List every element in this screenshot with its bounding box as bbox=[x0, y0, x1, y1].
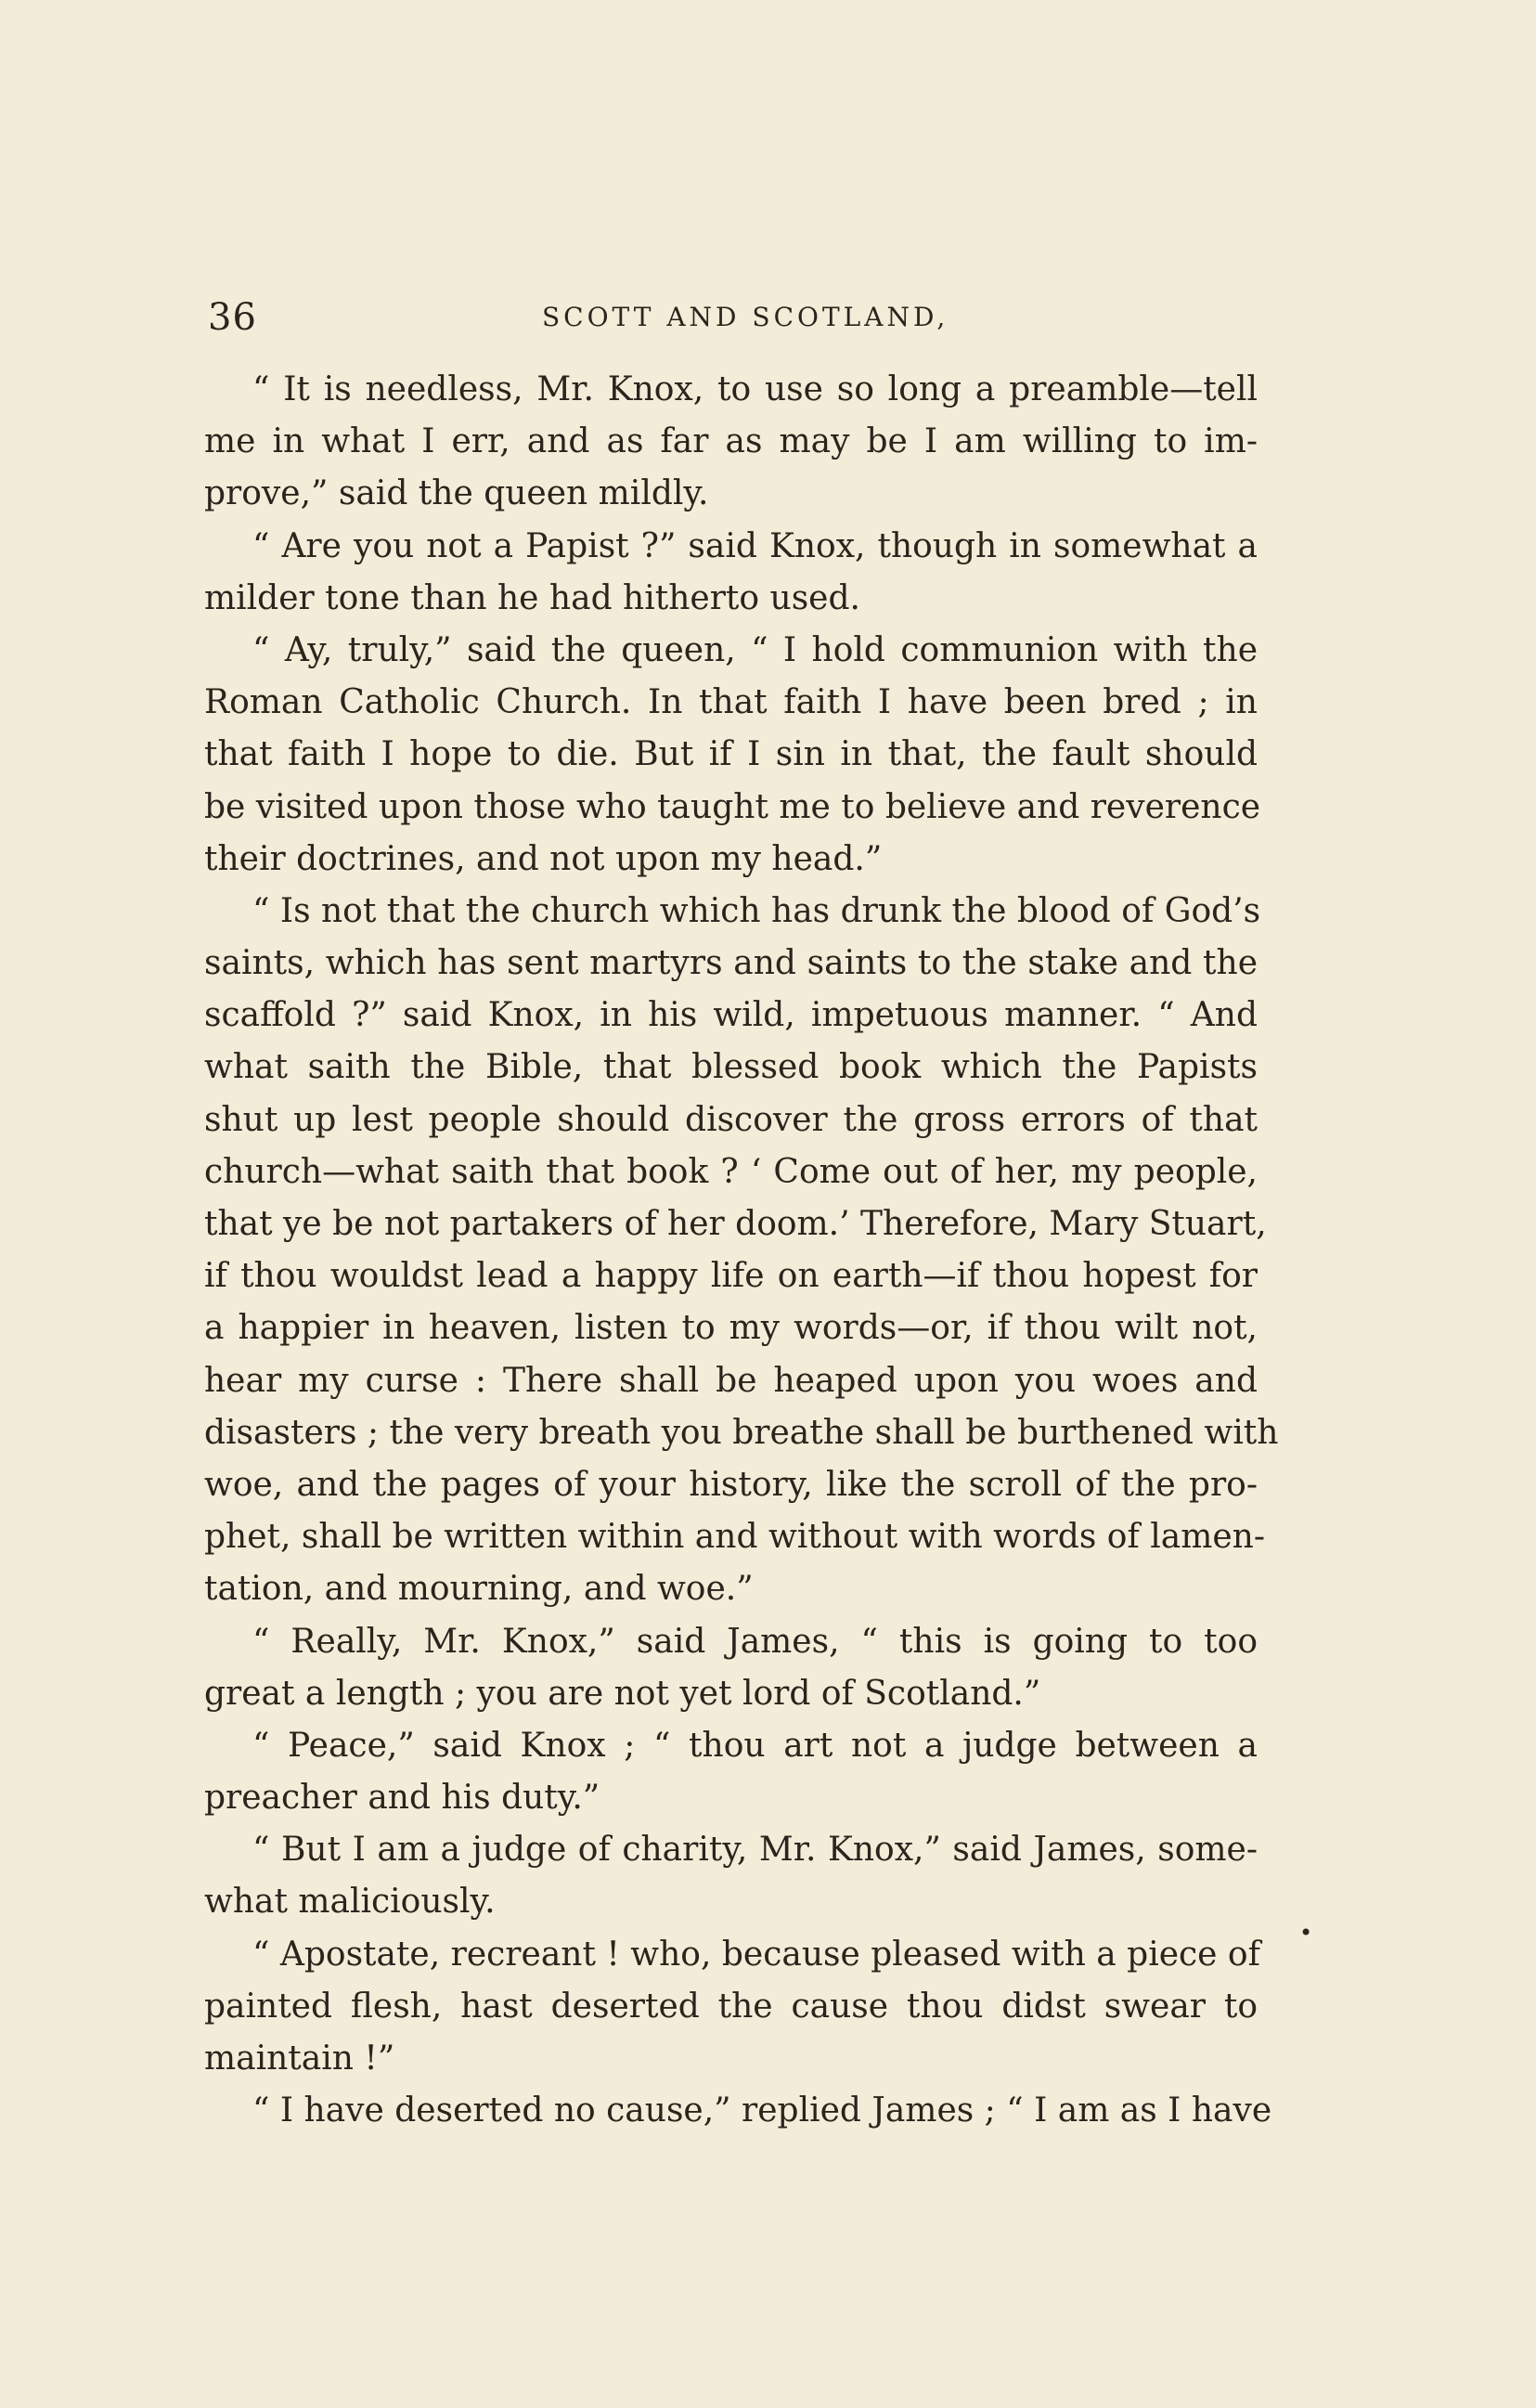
text-line: tation, and mourning, and woe.” bbox=[204, 1570, 754, 1609]
page-number: 36 bbox=[208, 296, 257, 339]
running-title: SCOTT AND SCOTLAND, bbox=[542, 302, 949, 332]
text-line: “ Apostate, recreant ! who, because pleased with a piece of bbox=[252, 1935, 1260, 1974]
text-line: great a length ; you are not yet lord of Scotland.” bbox=[204, 1674, 1041, 1713]
text-line: maintain !” bbox=[204, 2039, 395, 2078]
text-line: prove,” said the queen mildly. bbox=[204, 474, 709, 513]
text-line: what saith the Bible, that blessed book which the Papists bbox=[204, 1048, 1258, 1087]
text-line: disasters ; the very breath you breathe shall be burthened with bbox=[204, 1413, 1279, 1452]
text-line: “ Is not that the church which has drunk the blood of God’s bbox=[252, 891, 1261, 930]
text-line: a happier in heaven, listen to my words—or, if thou wilt not, bbox=[204, 1309, 1258, 1348]
text-line: Roman Catholic Church. In that faith I have been bred ; in bbox=[204, 683, 1258, 722]
text-line: woe, and the pages of your history, like the scroll of the pro- bbox=[204, 1465, 1258, 1504]
text-line: what maliciously. bbox=[204, 1883, 496, 1922]
text-line: phet, shall be written within and without with words of lamen- bbox=[204, 1518, 1265, 1557]
text-line: “ Peace,” said Knox ; “ thou art not a judge between a bbox=[252, 1726, 1258, 1765]
text-line: “ Are you not a Papist ?” said Knox, though in somewhat a bbox=[252, 526, 1258, 565]
text-line: “ Really, Mr. Knox,” said James, “ this is going to too bbox=[252, 1622, 1258, 1661]
text-line: “ I have deserted no cause,” replied James ; “ I am as I have bbox=[252, 2091, 1272, 2130]
text-line: be visited upon those who taught me to believe and reverence bbox=[204, 787, 1261, 826]
text-line: saints, which has sent martyrs and saints to the stake and the bbox=[204, 944, 1258, 983]
text-line: “ Ay, truly,” said the queen, “ I hold communion with the bbox=[252, 630, 1258, 669]
margin-mark: • bbox=[1299, 1920, 1313, 1946]
body-text bbox=[204, 364, 1279, 2137]
text-line: shut up lest people should discover the gross errors of that bbox=[204, 1100, 1258, 1139]
text-line: milder tone than he had hitherto used. bbox=[204, 578, 860, 617]
text-line: preacher and his duty.” bbox=[204, 1779, 600, 1818]
text-line: “ But I am a judge of charity, Mr. Knox,” said James, some- bbox=[252, 1831, 1258, 1870]
text-line: their doctrines, and not upon my head.” bbox=[204, 839, 883, 878]
text-line: me in what I err, and as far as may be I am willing to im- bbox=[204, 422, 1258, 461]
text-line: if thou wouldst lead a happy life on earth—if thou hopest for bbox=[204, 1257, 1258, 1296]
text-line: hear my curse : There shall be heaped upon you woes and bbox=[204, 1361, 1258, 1400]
text-line: painted flesh, hast deserted the cause thou didst swear to bbox=[204, 1987, 1258, 2026]
text-line: that ye be not partakers of her doom.’ Therefore, Mary Stuart, bbox=[204, 1205, 1267, 1243]
text-line: church—what saith that book ? ‘ Come out of her, my people, bbox=[204, 1152, 1258, 1191]
text-line: scaffold ?” said Knox, in his wild, impetuous manner. “ And bbox=[204, 996, 1258, 1035]
text-line: that faith I hope to die. But if I sin in that, the fault should bbox=[204, 735, 1258, 774]
text-line: “ It is needless, Mr. Knox, to use so long a preamble—tell bbox=[252, 370, 1258, 408]
running-head bbox=[208, 295, 1252, 340]
